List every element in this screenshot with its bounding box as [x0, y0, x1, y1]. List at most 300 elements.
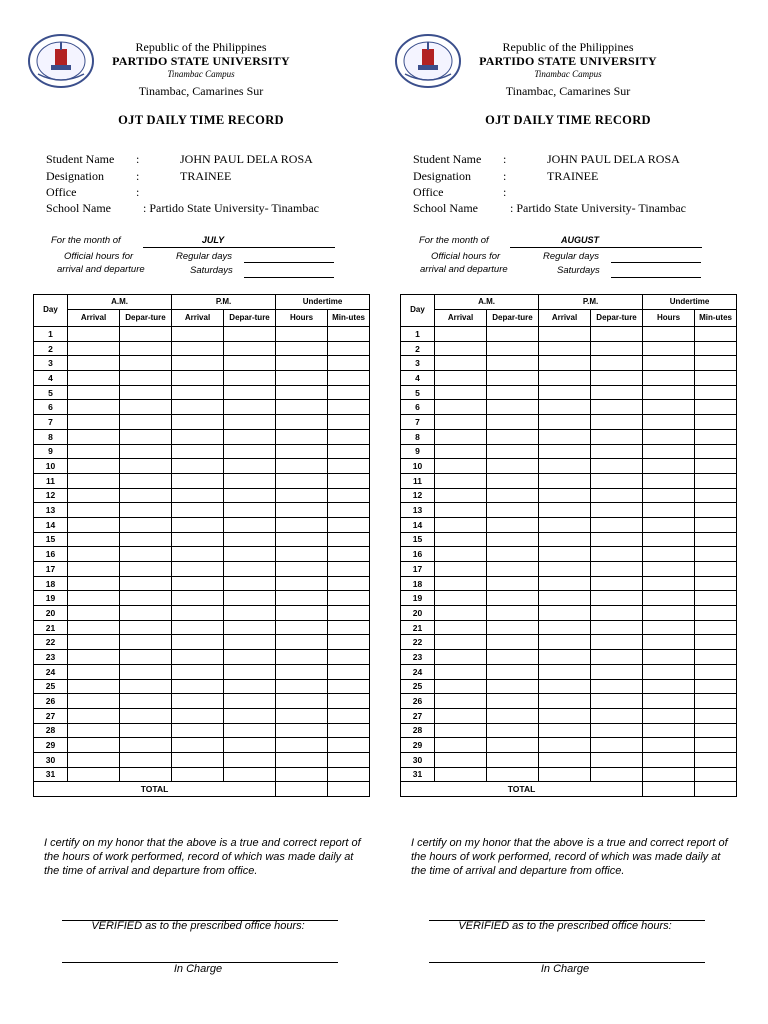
undertime-hours-cell[interactable]: [643, 723, 695, 738]
pm-arrival-cell[interactable]: [539, 341, 591, 356]
pm-arrival-cell[interactable]: [172, 341, 224, 356]
am-arrival-cell[interactable]: [435, 738, 487, 753]
pm-departure-cell[interactable]: [591, 708, 643, 723]
pm-arrival-cell[interactable]: [172, 385, 224, 400]
undertime-hours-cell[interactable]: [643, 385, 695, 400]
undertime-minutes-cell[interactable]: [695, 459, 737, 474]
pm-arrival-cell[interactable]: [539, 635, 591, 650]
undertime-minutes-cell[interactable]: [695, 415, 737, 430]
undertime-hours-cell[interactable]: [643, 429, 695, 444]
am-arrival-cell[interactable]: [68, 738, 120, 753]
am-arrival-cell[interactable]: [68, 473, 120, 488]
undertime-hours-cell[interactable]: [276, 620, 328, 635]
am-arrival-cell[interactable]: [435, 429, 487, 444]
pm-arrival-cell[interactable]: [172, 562, 224, 577]
undertime-minutes-cell[interactable]: [328, 694, 370, 709]
am-departure-cell[interactable]: [120, 694, 172, 709]
total-hours-cell[interactable]: [276, 782, 328, 797]
am-departure-cell[interactable]: [120, 723, 172, 738]
am-arrival-cell[interactable]: [68, 723, 120, 738]
am-arrival-cell[interactable]: [435, 679, 487, 694]
undertime-minutes-cell[interactable]: [328, 562, 370, 577]
undertime-minutes-cell[interactable]: [328, 723, 370, 738]
undertime-minutes-cell[interactable]: [695, 679, 737, 694]
am-arrival-cell[interactable]: [435, 385, 487, 400]
am-departure-cell[interactable]: [120, 459, 172, 474]
undertime-hours-cell[interactable]: [276, 767, 328, 782]
total-minutes-cell[interactable]: [328, 782, 370, 797]
pm-arrival-cell[interactable]: [172, 488, 224, 503]
undertime-hours-cell[interactable]: [276, 400, 328, 415]
pm-departure-cell[interactable]: [591, 385, 643, 400]
am-arrival-cell[interactable]: [435, 473, 487, 488]
undertime-hours-cell[interactable]: [276, 694, 328, 709]
pm-arrival-cell[interactable]: [539, 532, 591, 547]
undertime-hours-cell[interactable]: [276, 547, 328, 562]
pm-departure-cell[interactable]: [224, 752, 276, 767]
undertime-minutes-cell[interactable]: [328, 371, 370, 386]
pm-arrival-cell[interactable]: [539, 694, 591, 709]
pm-arrival-cell[interactable]: [172, 723, 224, 738]
undertime-hours-cell[interactable]: [643, 738, 695, 753]
am-departure-cell[interactable]: [120, 429, 172, 444]
undertime-hours-cell[interactable]: [643, 517, 695, 532]
undertime-hours-cell[interactable]: [643, 547, 695, 562]
am-departure-cell[interactable]: [120, 400, 172, 415]
am-arrival-cell[interactable]: [435, 371, 487, 386]
undertime-minutes-cell[interactable]: [695, 517, 737, 532]
am-departure-cell[interactable]: [487, 547, 539, 562]
undertime-hours-cell[interactable]: [643, 576, 695, 591]
undertime-minutes-cell[interactable]: [695, 723, 737, 738]
pm-departure-cell[interactable]: [224, 385, 276, 400]
am-arrival-cell[interactable]: [435, 752, 487, 767]
am-departure-cell[interactable]: [120, 708, 172, 723]
undertime-minutes-cell[interactable]: [328, 767, 370, 782]
am-departure-cell[interactable]: [487, 415, 539, 430]
am-arrival-cell[interactable]: [68, 752, 120, 767]
pm-arrival-cell[interactable]: [172, 606, 224, 621]
undertime-hours-cell[interactable]: [643, 708, 695, 723]
am-arrival-cell[interactable]: [68, 341, 120, 356]
pm-departure-cell[interactable]: [224, 708, 276, 723]
pm-departure-cell[interactable]: [591, 576, 643, 591]
am-departure-cell[interactable]: [120, 620, 172, 635]
pm-departure-cell[interactable]: [591, 679, 643, 694]
pm-departure-cell[interactable]: [224, 415, 276, 430]
undertime-hours-cell[interactable]: [643, 488, 695, 503]
undertime-minutes-cell[interactable]: [328, 429, 370, 444]
undertime-hours-cell[interactable]: [643, 503, 695, 518]
pm-arrival-cell[interactable]: [172, 327, 224, 342]
am-arrival-cell[interactable]: [435, 606, 487, 621]
am-departure-cell[interactable]: [120, 415, 172, 430]
pm-arrival-cell[interactable]: [172, 738, 224, 753]
am-departure-cell[interactable]: [487, 723, 539, 738]
undertime-hours-cell[interactable]: [276, 385, 328, 400]
undertime-hours-cell[interactable]: [643, 415, 695, 430]
pm-arrival-cell[interactable]: [539, 371, 591, 386]
undertime-hours-cell[interactable]: [643, 650, 695, 665]
undertime-minutes-cell[interactable]: [695, 620, 737, 635]
pm-departure-cell[interactable]: [224, 694, 276, 709]
undertime-minutes-cell[interactable]: [328, 459, 370, 474]
pm-departure-cell[interactable]: [224, 503, 276, 518]
pm-departure-cell[interactable]: [224, 473, 276, 488]
undertime-hours-cell[interactable]: [643, 767, 695, 782]
pm-departure-cell[interactable]: [591, 415, 643, 430]
undertime-hours-cell[interactable]: [276, 679, 328, 694]
pm-departure-cell[interactable]: [224, 327, 276, 342]
pm-arrival-cell[interactable]: [539, 356, 591, 371]
undertime-hours-cell[interactable]: [276, 562, 328, 577]
am-departure-cell[interactable]: [487, 767, 539, 782]
am-arrival-cell[interactable]: [68, 444, 120, 459]
pm-arrival-cell[interactable]: [539, 752, 591, 767]
am-arrival-cell[interactable]: [68, 635, 120, 650]
undertime-minutes-cell[interactable]: [695, 547, 737, 562]
pm-departure-cell[interactable]: [591, 767, 643, 782]
pm-departure-cell[interactable]: [591, 562, 643, 577]
am-departure-cell[interactable]: [120, 356, 172, 371]
undertime-minutes-cell[interactable]: [328, 341, 370, 356]
pm-departure-cell[interactable]: [591, 738, 643, 753]
pm-departure-cell[interactable]: [224, 371, 276, 386]
am-arrival-cell[interactable]: [68, 385, 120, 400]
am-arrival-cell[interactable]: [68, 547, 120, 562]
undertime-hours-cell[interactable]: [643, 444, 695, 459]
undertime-hours-cell[interactable]: [276, 738, 328, 753]
undertime-hours-cell[interactable]: [276, 635, 328, 650]
pm-departure-cell[interactable]: [591, 356, 643, 371]
undertime-hours-cell[interactable]: [276, 444, 328, 459]
am-arrival-cell[interactable]: [68, 694, 120, 709]
am-arrival-cell[interactable]: [435, 664, 487, 679]
undertime-hours-cell[interactable]: [643, 459, 695, 474]
am-arrival-cell[interactable]: [68, 679, 120, 694]
am-arrival-cell[interactable]: [435, 400, 487, 415]
am-departure-cell[interactable]: [487, 694, 539, 709]
am-arrival-cell[interactable]: [435, 723, 487, 738]
pm-departure-cell[interactable]: [224, 738, 276, 753]
am-arrival-cell[interactable]: [68, 327, 120, 342]
pm-departure-cell[interactable]: [591, 620, 643, 635]
am-departure-cell[interactable]: [120, 341, 172, 356]
am-arrival-cell[interactable]: [435, 488, 487, 503]
pm-departure-cell[interactable]: [224, 591, 276, 606]
undertime-hours-cell[interactable]: [276, 606, 328, 621]
pm-departure-cell[interactable]: [224, 444, 276, 459]
undertime-minutes-cell[interactable]: [695, 532, 737, 547]
pm-arrival-cell[interactable]: [172, 620, 224, 635]
undertime-minutes-cell[interactable]: [328, 503, 370, 518]
pm-arrival-cell[interactable]: [539, 503, 591, 518]
undertime-minutes-cell[interactable]: [695, 767, 737, 782]
am-departure-cell[interactable]: [120, 532, 172, 547]
undertime-minutes-cell[interactable]: [328, 752, 370, 767]
pm-departure-cell[interactable]: [591, 400, 643, 415]
pm-departure-cell[interactable]: [591, 723, 643, 738]
am-arrival-cell[interactable]: [68, 459, 120, 474]
am-arrival-cell[interactable]: [68, 767, 120, 782]
am-arrival-cell[interactable]: [68, 415, 120, 430]
undertime-hours-cell[interactable]: [276, 327, 328, 342]
undertime-minutes-cell[interactable]: [328, 620, 370, 635]
undertime-hours-cell[interactable]: [643, 664, 695, 679]
am-departure-cell[interactable]: [487, 664, 539, 679]
am-departure-cell[interactable]: [487, 591, 539, 606]
am-departure-cell[interactable]: [487, 371, 539, 386]
undertime-hours-cell[interactable]: [276, 752, 328, 767]
am-arrival-cell[interactable]: [68, 517, 120, 532]
undertime-minutes-cell[interactable]: [328, 591, 370, 606]
pm-departure-cell[interactable]: [591, 459, 643, 474]
undertime-minutes-cell[interactable]: [695, 752, 737, 767]
am-arrival-cell[interactable]: [435, 767, 487, 782]
am-departure-cell[interactable]: [120, 576, 172, 591]
am-departure-cell[interactable]: [120, 591, 172, 606]
pm-arrival-cell[interactable]: [172, 356, 224, 371]
pm-departure-cell[interactable]: [224, 532, 276, 547]
pm-arrival-cell[interactable]: [172, 547, 224, 562]
pm-arrival-cell[interactable]: [539, 679, 591, 694]
undertime-minutes-cell[interactable]: [328, 400, 370, 415]
am-departure-cell[interactable]: [120, 547, 172, 562]
am-departure-cell[interactable]: [487, 620, 539, 635]
undertime-minutes-cell[interactable]: [328, 547, 370, 562]
pm-departure-cell[interactable]: [591, 752, 643, 767]
am-departure-cell[interactable]: [487, 473, 539, 488]
am-departure-cell[interactable]: [120, 562, 172, 577]
pm-arrival-cell[interactable]: [539, 576, 591, 591]
pm-departure-cell[interactable]: [224, 620, 276, 635]
undertime-hours-cell[interactable]: [276, 459, 328, 474]
undertime-minutes-cell[interactable]: [328, 473, 370, 488]
pm-departure-cell[interactable]: [224, 459, 276, 474]
am-arrival-cell[interactable]: [68, 708, 120, 723]
am-arrival-cell[interactable]: [68, 356, 120, 371]
pm-arrival-cell[interactable]: [539, 459, 591, 474]
undertime-hours-cell[interactable]: [276, 723, 328, 738]
undertime-hours-cell[interactable]: [643, 341, 695, 356]
undertime-minutes-cell[interactable]: [328, 517, 370, 532]
undertime-minutes-cell[interactable]: [328, 385, 370, 400]
undertime-hours-cell[interactable]: [643, 400, 695, 415]
pm-arrival-cell[interactable]: [172, 400, 224, 415]
am-departure-cell[interactable]: [487, 562, 539, 577]
pm-arrival-cell[interactable]: [172, 591, 224, 606]
am-arrival-cell[interactable]: [68, 664, 120, 679]
am-departure-cell[interactable]: [120, 385, 172, 400]
pm-departure-cell[interactable]: [224, 679, 276, 694]
undertime-minutes-cell[interactable]: [695, 429, 737, 444]
am-arrival-cell[interactable]: [68, 429, 120, 444]
am-arrival-cell[interactable]: [68, 620, 120, 635]
pm-arrival-cell[interactable]: [539, 664, 591, 679]
pm-arrival-cell[interactable]: [172, 532, 224, 547]
pm-arrival-cell[interactable]: [172, 444, 224, 459]
undertime-hours-cell[interactable]: [276, 503, 328, 518]
am-departure-cell[interactable]: [120, 606, 172, 621]
pm-arrival-cell[interactable]: [539, 400, 591, 415]
undertime-minutes-cell[interactable]: [695, 664, 737, 679]
undertime-hours-cell[interactable]: [276, 341, 328, 356]
pm-departure-cell[interactable]: [591, 517, 643, 532]
undertime-hours-cell[interactable]: [643, 562, 695, 577]
pm-arrival-cell[interactable]: [539, 708, 591, 723]
undertime-minutes-cell[interactable]: [328, 444, 370, 459]
am-departure-cell[interactable]: [487, 738, 539, 753]
am-arrival-cell[interactable]: [435, 620, 487, 635]
am-arrival-cell[interactable]: [68, 562, 120, 577]
am-arrival-cell[interactable]: [435, 635, 487, 650]
pm-departure-cell[interactable]: [591, 694, 643, 709]
undertime-minutes-cell[interactable]: [328, 488, 370, 503]
undertime-minutes-cell[interactable]: [328, 664, 370, 679]
pm-departure-cell[interactable]: [224, 664, 276, 679]
pm-departure-cell[interactable]: [591, 547, 643, 562]
undertime-hours-cell[interactable]: [643, 532, 695, 547]
am-departure-cell[interactable]: [487, 679, 539, 694]
am-departure-cell[interactable]: [487, 532, 539, 547]
pm-arrival-cell[interactable]: [172, 767, 224, 782]
undertime-hours-cell[interactable]: [643, 356, 695, 371]
undertime-minutes-cell[interactable]: [695, 473, 737, 488]
am-arrival-cell[interactable]: [68, 576, 120, 591]
pm-departure-cell[interactable]: [591, 503, 643, 518]
pm-arrival-cell[interactable]: [172, 752, 224, 767]
am-departure-cell[interactable]: [120, 752, 172, 767]
pm-departure-cell[interactable]: [224, 606, 276, 621]
undertime-minutes-cell[interactable]: [695, 444, 737, 459]
am-arrival-cell[interactable]: [435, 694, 487, 709]
undertime-hours-cell[interactable]: [276, 591, 328, 606]
pm-arrival-cell[interactable]: [172, 635, 224, 650]
undertime-hours-cell[interactable]: [643, 371, 695, 386]
undertime-minutes-cell[interactable]: [328, 650, 370, 665]
pm-departure-cell[interactable]: [591, 591, 643, 606]
pm-departure-cell[interactable]: [591, 606, 643, 621]
undertime-hours-cell[interactable]: [643, 606, 695, 621]
pm-departure-cell[interactable]: [591, 650, 643, 665]
am-departure-cell[interactable]: [487, 459, 539, 474]
am-arrival-cell[interactable]: [435, 356, 487, 371]
undertime-minutes-cell[interactable]: [328, 679, 370, 694]
am-departure-cell[interactable]: [487, 635, 539, 650]
pm-departure-cell[interactable]: [591, 473, 643, 488]
undertime-minutes-cell[interactable]: [695, 356, 737, 371]
undertime-hours-cell[interactable]: [276, 473, 328, 488]
undertime-minutes-cell[interactable]: [328, 635, 370, 650]
am-departure-cell[interactable]: [487, 650, 539, 665]
pm-arrival-cell[interactable]: [539, 738, 591, 753]
undertime-minutes-cell[interactable]: [328, 576, 370, 591]
am-departure-cell[interactable]: [120, 664, 172, 679]
am-departure-cell[interactable]: [120, 327, 172, 342]
am-arrival-cell[interactable]: [68, 503, 120, 518]
am-arrival-cell[interactable]: [68, 488, 120, 503]
am-arrival-cell[interactable]: [435, 532, 487, 547]
pm-arrival-cell[interactable]: [539, 488, 591, 503]
am-departure-cell[interactable]: [120, 738, 172, 753]
am-departure-cell[interactable]: [120, 488, 172, 503]
undertime-minutes-cell[interactable]: [695, 385, 737, 400]
undertime-hours-cell[interactable]: [643, 679, 695, 694]
undertime-minutes-cell[interactable]: [695, 562, 737, 577]
pm-departure-cell[interactable]: [591, 488, 643, 503]
undertime-minutes-cell[interactable]: [328, 327, 370, 342]
undertime-hours-cell[interactable]: [643, 694, 695, 709]
am-arrival-cell[interactable]: [68, 400, 120, 415]
undertime-minutes-cell[interactable]: [328, 708, 370, 723]
am-arrival-cell[interactable]: [68, 532, 120, 547]
pm-arrival-cell[interactable]: [172, 429, 224, 444]
pm-departure-cell[interactable]: [591, 532, 643, 547]
pm-arrival-cell[interactable]: [172, 650, 224, 665]
pm-departure-cell[interactable]: [224, 635, 276, 650]
am-departure-cell[interactable]: [120, 517, 172, 532]
undertime-hours-cell[interactable]: [276, 532, 328, 547]
pm-arrival-cell[interactable]: [539, 562, 591, 577]
undertime-minutes-cell[interactable]: [695, 635, 737, 650]
undertime-hours-cell[interactable]: [643, 620, 695, 635]
pm-arrival-cell[interactable]: [539, 606, 591, 621]
pm-departure-cell[interactable]: [591, 341, 643, 356]
undertime-minutes-cell[interactable]: [695, 591, 737, 606]
undertime-hours-cell[interactable]: [276, 708, 328, 723]
pm-arrival-cell[interactable]: [172, 371, 224, 386]
pm-departure-cell[interactable]: [224, 767, 276, 782]
am-arrival-cell[interactable]: [68, 650, 120, 665]
am-departure-cell[interactable]: [120, 503, 172, 518]
undertime-minutes-cell[interactable]: [695, 327, 737, 342]
pm-arrival-cell[interactable]: [539, 429, 591, 444]
am-departure-cell[interactable]: [487, 606, 539, 621]
undertime-hours-cell[interactable]: [643, 752, 695, 767]
undertime-hours-cell[interactable]: [276, 517, 328, 532]
undertime-minutes-cell[interactable]: [328, 532, 370, 547]
undertime-hours-cell[interactable]: [276, 371, 328, 386]
pm-arrival-cell[interactable]: [539, 517, 591, 532]
pm-departure-cell[interactable]: [224, 723, 276, 738]
am-arrival-cell[interactable]: [435, 341, 487, 356]
pm-arrival-cell[interactable]: [172, 459, 224, 474]
pm-arrival-cell[interactable]: [539, 327, 591, 342]
am-arrival-cell[interactable]: [435, 327, 487, 342]
pm-arrival-cell[interactable]: [172, 415, 224, 430]
am-departure-cell[interactable]: [120, 635, 172, 650]
am-departure-cell[interactable]: [487, 488, 539, 503]
am-departure-cell[interactable]: [487, 576, 539, 591]
am-arrival-cell[interactable]: [435, 562, 487, 577]
am-departure-cell[interactable]: [120, 473, 172, 488]
undertime-minutes-cell[interactable]: [695, 371, 737, 386]
undertime-hours-cell[interactable]: [643, 591, 695, 606]
am-departure-cell[interactable]: [120, 444, 172, 459]
am-departure-cell[interactable]: [120, 679, 172, 694]
am-arrival-cell[interactable]: [435, 459, 487, 474]
undertime-minutes-cell[interactable]: [328, 606, 370, 621]
pm-departure-cell[interactable]: [591, 429, 643, 444]
pm-departure-cell[interactable]: [224, 517, 276, 532]
pm-arrival-cell[interactable]: [539, 767, 591, 782]
pm-departure-cell[interactable]: [224, 356, 276, 371]
pm-departure-cell[interactable]: [224, 547, 276, 562]
am-departure-cell[interactable]: [120, 767, 172, 782]
pm-departure-cell[interactable]: [224, 341, 276, 356]
am-arrival-cell[interactable]: [68, 591, 120, 606]
pm-departure-cell[interactable]: [224, 650, 276, 665]
